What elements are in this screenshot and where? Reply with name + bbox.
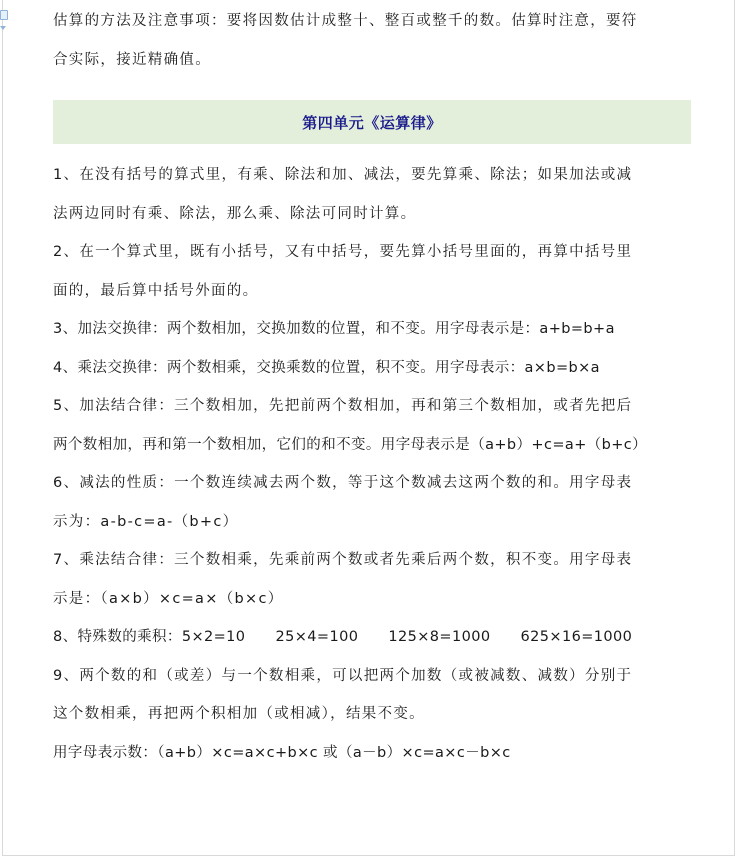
paragraph-line: 2、在一个算式里，既有小括号，又有中括号，要先算小括号里面的，再算中括号里 xyxy=(53,244,633,260)
paragraph-line: 法两边同时有乘、除法，那么乘、除法可同时计算。 xyxy=(53,205,417,222)
paragraph-line: 估算的方法及注意事项：要将因数估计成整十、整百或整千的数。估算时注意，要符 xyxy=(53,13,638,29)
paragraph-line: 用字母表示数：（a+b）×c=a×c+b×c 或（a－b）×c=a×c－b×c xyxy=(53,744,511,761)
paragraph-line: 示是：（a×b）×c=a×（b×c） xyxy=(53,590,284,607)
section-header xyxy=(53,100,691,144)
paste-options-marker[interactable] xyxy=(0,10,8,50)
list-item xyxy=(53,464,647,541)
paragraph-line: 4、乘法交换律：两个数相乘，交换乘数的位置，积不变。用字母表示：a×b=b×a xyxy=(53,359,600,376)
paragraph-line: 合实际，接近精确值。 xyxy=(53,51,211,68)
list-item xyxy=(53,310,647,349)
paragraph-line: 3、加法交换律：两个数相加，交换加数的位置，和不变。用字母表示是：a+b=b+a xyxy=(53,321,615,337)
paragraph-line: 5、加法结合律：三个数相加，先把前两个数相加，再和第三个数相加，或者先把后 xyxy=(53,398,633,414)
list-item xyxy=(53,156,647,233)
list-item xyxy=(53,233,647,310)
paragraph-line: 8、特殊数的乘积：5×2=10 25×4=100 125×8=1000 625×16=1000 xyxy=(53,629,633,645)
section-title: 第四单元《运算律》 xyxy=(302,113,442,132)
paragraph-line: 1、在没有括号的算式里，有乘、除法和加、减法，要先算乘、除法；如果加法或减 xyxy=(53,167,633,183)
document-icon xyxy=(0,10,8,20)
chevron-down-icon xyxy=(0,26,6,30)
paragraph-line: 面的，最后算中括号外面的。 xyxy=(53,282,259,299)
list-item xyxy=(53,734,647,773)
paragraph-line: 示为：a-b-c=a-（b+c） xyxy=(53,513,239,530)
list-item xyxy=(53,657,647,734)
estimation-paragraph xyxy=(53,2,638,79)
list-item xyxy=(53,349,647,388)
paragraph-line: 两个数相加，再和第一个数相加，它们的和不变。用字母表示是（a+b）+c=a+（b+c） xyxy=(53,436,648,453)
list-item xyxy=(53,387,647,464)
paragraph-line: 6、减法的性质：一个数连续减去两个数，等于这个数减去这两个数的和。用字母表 xyxy=(53,475,633,491)
paragraph-line: 这个数相乘，再把两个积相加（或相减），结果不变。 xyxy=(53,706,425,722)
list-item xyxy=(53,618,647,657)
list-item xyxy=(53,541,647,618)
rules-list xyxy=(53,156,647,772)
paragraph-line: 7、乘法结合律：三个数相乘，先乘前两个数或者先乘后两个数，积不变。用字母表 xyxy=(53,552,633,568)
paragraph-line: 9、两个数的和（或差）与一个数相乘，可以把两个加数（或被减数、减数）分别于 xyxy=(53,667,633,684)
